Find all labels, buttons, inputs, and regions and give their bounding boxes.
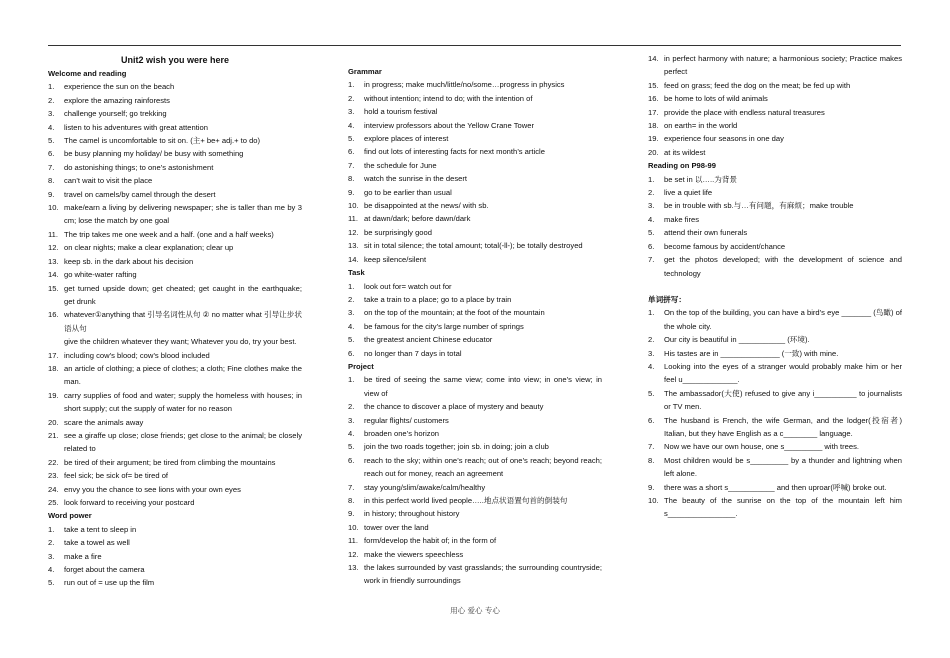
item-number: 5. [348, 335, 355, 345]
list-item [348, 253, 602, 266]
list-item [48, 563, 302, 576]
item-text: listen to his adventures with great attention [64, 122, 208, 132]
spacer [648, 280, 902, 293]
list-item [648, 226, 902, 239]
item-number: 4. [348, 321, 355, 331]
item-text: The camel is uncomfortable to sit on. (主+ be+ adj.+ to do) [64, 136, 261, 146]
item-text: scare the animals away [64, 417, 144, 427]
item-text: be set in 以…..为背景 [664, 174, 738, 184]
item-text: join the two roads together; join sb. in doing; join a club [364, 442, 549, 452]
item-text: attend their own funerals [664, 228, 748, 238]
item-text: Now we have our own house, one s_________ with trees. [664, 442, 860, 452]
item-number: 18. [48, 363, 59, 373]
item-number: 3. [48, 551, 55, 561]
item-number: 9. [348, 509, 355, 519]
list-item [648, 92, 902, 105]
item-text: The ambassador(大使) refused to give any i__________ to journalists or TV men. [664, 388, 902, 412]
list-item [48, 134, 302, 147]
item-text: feel sick; be sick of= be tired of [64, 471, 169, 481]
item-text: make a fire [64, 551, 102, 561]
item-number: 1. [648, 308, 655, 318]
item-text: explore the amazing rainforests [64, 95, 170, 105]
item-text: find out lots of interesting facts for next month’s article [364, 147, 545, 157]
item-number: 3. [648, 201, 655, 211]
list-item [48, 255, 302, 268]
item-number: 2. [348, 93, 355, 103]
item-text: envy you the chance to see lions with your own eyes [64, 484, 241, 494]
item-number: 4. [48, 565, 55, 575]
list-item [48, 80, 302, 93]
list-item [648, 253, 902, 280]
item-text: be in trouble with sb.与…有问题，有麻烦；make trouble [664, 201, 854, 211]
item-text: experience the sun on the beach [64, 82, 175, 92]
item-number: 2. [648, 335, 655, 345]
item-text: an article of clothing; a piece of clothes; a cloth; Fine clothes make the man. [64, 363, 302, 387]
list-item [48, 268, 302, 281]
item-text: sit in total silence; the total amount; total(-ll-); be totally destroyed [364, 241, 583, 251]
item-number: 2. [348, 294, 355, 304]
item-number: 7. [348, 482, 355, 492]
list-item [348, 132, 602, 145]
list-item [648, 173, 902, 186]
item-number: 21. [48, 430, 59, 440]
item-number: 15. [648, 80, 659, 90]
list-item [48, 416, 302, 429]
item-text: give the children whatever they want; Whatever you do, try your best. [64, 337, 297, 347]
item-text: do astonishing things; to one’s astonishment [64, 162, 214, 172]
section-heading: Grammar [348, 67, 382, 76]
item-number: 14. [648, 54, 659, 63]
list-item [348, 561, 602, 588]
item-text: His tastes are in ______________ (一致) with mine. [664, 348, 839, 358]
top-rule [48, 45, 901, 46]
list-item [48, 496, 302, 509]
list-item [648, 494, 902, 521]
list-item [48, 456, 302, 469]
column-right [648, 52, 902, 521]
item-number: 3. [348, 415, 355, 425]
list-item [48, 483, 302, 496]
item-number: 7. [648, 255, 655, 265]
item-number: 16. [648, 94, 659, 104]
column-middle [348, 52, 602, 588]
section-heading: Task [348, 268, 365, 278]
item-number: 20. [648, 147, 659, 157]
list-item [348, 172, 602, 185]
item-number: 10. [348, 201, 359, 211]
list-item [648, 186, 902, 199]
item-number: 13. [348, 241, 359, 251]
item-number: 5. [348, 442, 355, 452]
column-left [48, 52, 302, 590]
item-number: 3. [348, 308, 355, 318]
item-number: 4. [48, 122, 55, 132]
item-text: go to be earlier than usual [364, 187, 452, 197]
item-text: The trip takes me one week and a half. (one and a half weeks) [64, 229, 274, 239]
item-text: including cow’s blood; cow’s blood included [64, 350, 210, 360]
list-item [348, 159, 602, 172]
list-item [648, 306, 902, 333]
item-number: 24. [48, 484, 59, 494]
list-item [48, 107, 302, 120]
item-text: regular flights/ customers [364, 415, 449, 425]
item-number: 8. [348, 174, 355, 184]
item-number: 3. [48, 109, 55, 119]
list-item [348, 481, 602, 494]
section-heading: 单词拼写： [648, 294, 686, 304]
item-number: 6. [648, 415, 655, 425]
item-number: 19. [648, 134, 659, 144]
list-item [648, 360, 902, 387]
item-text: be disappointed at the news/ with sb. [364, 201, 489, 211]
item-text: take a tent to sleep in [64, 524, 137, 534]
item-number: 2. [648, 188, 655, 198]
list-item [48, 335, 302, 348]
list-item [348, 105, 602, 118]
item-text: whatever①anything that 引导名词性从句 ② no matter what 引导让步状语从句 [64, 310, 302, 333]
list-item [648, 79, 902, 92]
item-number: 12. [48, 243, 59, 253]
item-text: hold a tourism festival [364, 107, 438, 117]
list-item [48, 201, 302, 228]
item-text: there was a short s___________ and then uproar(呼喊) broke out. [664, 482, 887, 492]
item-text: forget about the camera [64, 565, 145, 575]
item-number: 12. [348, 227, 359, 237]
list-item [48, 241, 302, 254]
item-number: 1. [48, 82, 55, 92]
list-item [648, 387, 902, 414]
item-text: the chance to discover a place of mystery and beauty [364, 402, 544, 412]
item-number: 2. [48, 538, 55, 548]
item-number: 7. [348, 160, 355, 170]
list-item [348, 199, 602, 212]
item-number: 8. [348, 496, 355, 505]
item-text: Looking into the eyes of a stranger would probably make him or her feel u_____________. [664, 361, 902, 385]
list-item [48, 188, 302, 201]
item-text: run out of = use up the film [64, 578, 155, 588]
item-text: the greatest ancient Chinese educator [364, 335, 493, 345]
list-item [348, 92, 602, 105]
item-number: 3. [648, 348, 655, 358]
list-item [48, 282, 302, 309]
item-number: 14. [48, 270, 59, 280]
list-item [48, 121, 302, 134]
list-item [348, 440, 602, 453]
item-number: 6. [348, 348, 355, 358]
item-text: The beauty of the sunrise on the top of the mountain left him s________________. [664, 496, 902, 519]
list-item [348, 239, 602, 252]
item-text: explore places of interest [364, 134, 449, 144]
item-text: make the viewers speechless [364, 549, 464, 559]
list-item [48, 429, 302, 456]
list-item [348, 347, 602, 360]
list-item [48, 389, 302, 416]
item-number: 12. [348, 549, 359, 559]
footer-text: 用心 爱心 专心 [450, 606, 500, 615]
item-number: 6. [348, 147, 355, 157]
section-heading: Project [348, 361, 374, 371]
item-text: feed on grass; feed the dog on the meat; be fed up with [664, 80, 851, 90]
item-text: provide the place with endless natural treasures [664, 107, 825, 117]
item-text: reach to the sky; within one’s reach; out of one’s reach; beyond reach; reach out for money, reach an agreement [364, 455, 602, 479]
item-number: 10. [648, 496, 659, 505]
item-number: 6. [348, 455, 355, 465]
item-text: get the photos developed; with the development of science and technology [664, 255, 902, 278]
item-text: interview professors about the Yellow Crane Tower [364, 120, 534, 130]
item-number: 5. [648, 228, 655, 238]
list-item [648, 414, 902, 441]
item-number: 5. [48, 578, 55, 588]
item-number: 9. [648, 482, 655, 492]
item-text: on the top of the mountain; at the foot of the mountain [364, 308, 545, 318]
list-item [348, 521, 602, 534]
item-number: 17. [48, 350, 59, 360]
item-number: 4. [348, 120, 355, 130]
item-number: 16. [48, 310, 59, 320]
item-text: be famous for the city’s large number of springs [364, 321, 524, 331]
item-number: 15. [48, 283, 59, 293]
item-number: 2. [48, 95, 55, 105]
item-text: keep silence/silent [364, 254, 427, 264]
item-number: 1. [348, 375, 355, 385]
item-number: 3. [348, 107, 355, 117]
item-text: make/earn a living by delivering newspaper; she is taller than me by 3 cm; lose the match by one goal [64, 203, 302, 226]
list-item [48, 362, 302, 389]
list-item [648, 119, 902, 132]
item-text: keep sb. in the dark about his decision [64, 256, 194, 266]
item-text: at dawn/dark; before dawn/dark [364, 214, 471, 224]
item-text: look out for= watch out for [364, 281, 452, 291]
item-text: can’t wait to visit the place [64, 176, 153, 186]
list-item [648, 106, 902, 119]
item-text: be surprisingly good [364, 227, 432, 237]
item-number: 1. [348, 80, 355, 90]
list-item [348, 427, 602, 440]
list-item [648, 213, 902, 226]
item-text: form/develop the habit of; in the form of [364, 536, 497, 546]
item-number: 18. [648, 121, 659, 131]
list-item [48, 550, 302, 563]
item-text: broaden one’s horizon [364, 428, 440, 438]
item-text: stay young/slim/awake/calm/healthy [364, 482, 486, 492]
list-item [348, 119, 602, 132]
item-number: 1. [48, 524, 55, 534]
item-text: On the top of the building, you can have a bird’s eye _______ (鸟瞰) of the whole city. [664, 308, 902, 331]
item-text: see a giraffe up close; close friends; get close to the animal; be closely related to [64, 430, 302, 454]
item-number: 5. [48, 136, 55, 146]
list-item [648, 240, 902, 253]
item-number: 5. [348, 134, 355, 144]
item-text: experience four seasons in one day [664, 134, 784, 144]
list-item [348, 293, 602, 306]
list-item [48, 469, 302, 482]
item-number: 2. [348, 402, 355, 412]
item-number: 13. [48, 256, 59, 266]
item-text: watch the sunrise in the desert [364, 174, 467, 184]
list-item [348, 306, 602, 319]
item-number: 22. [48, 457, 59, 467]
list-item [648, 146, 902, 159]
item-text: on earth= in the world [664, 121, 738, 131]
list-item [48, 161, 302, 174]
item-text: without intention; intend to do; with the intention of [364, 93, 533, 103]
list-item [48, 536, 302, 549]
item-text: in progress; make much/little/no/some…progress in physics [364, 80, 565, 90]
list-item [348, 226, 602, 239]
item-number: 10. [348, 522, 359, 532]
item-number: 8. [48, 176, 55, 186]
list-item [648, 481, 902, 494]
item-number: 7. [48, 162, 55, 172]
item-text: at its wildest [664, 147, 706, 157]
item-number: 4. [348, 428, 355, 438]
item-number: 11. [348, 214, 358, 224]
item-text: The husband is French, the wife German, and the lodger(投宿者) Italian, but they have English as a c________ language. [664, 415, 902, 438]
item-number: 17. [648, 107, 659, 117]
list-item [348, 454, 602, 481]
item-number: 9. [348, 187, 355, 197]
item-number: 9. [48, 189, 55, 199]
item-text: take a towel as well [64, 538, 130, 548]
list-item [48, 94, 302, 107]
item-number: 23. [48, 471, 59, 481]
item-text: in this perfect world lived people…..地点状语置句首的倒装句 [364, 496, 568, 505]
item-text: carry supplies of food and water; supply the homeless with houses; in short supply; cut the supply of water for no reason [64, 390, 302, 414]
item-number: 11. [348, 536, 358, 546]
list-item [48, 228, 302, 241]
item-text: be home to lots of wild animals [664, 94, 768, 104]
item-number: 19. [48, 390, 59, 400]
item-text: the schedule for June [364, 160, 437, 170]
section-heading: Welcome and reading [48, 69, 127, 78]
item-text: go white-water rafting [64, 270, 137, 280]
list-item [348, 400, 602, 413]
item-number: 4. [648, 214, 655, 224]
section-heading: Reading on P98-99 [648, 161, 716, 171]
list-item [348, 507, 602, 520]
item-text: the lakes surrounded by vast grasslands; the surrounding countryside; work in friendly surroundings [364, 563, 602, 586]
list-item [348, 78, 602, 91]
list-item [348, 414, 602, 427]
item-text: tower over the land [364, 522, 429, 532]
item-text: be tired of their argument; be tired from climbing the mountains [64, 457, 276, 467]
list-item [348, 320, 602, 333]
item-text: in perfect harmony with nature; a harmonious society; Practice makes perfect [664, 54, 902, 77]
item-text: in history; throughout history [364, 509, 460, 519]
item-text: Most children would be s_________ by a thunder and lightning when left alone. [664, 455, 902, 479]
list-item [48, 523, 302, 536]
item-text: become famous by accident/chance [664, 241, 786, 251]
item-number: 20. [48, 417, 59, 427]
list-item [648, 454, 902, 481]
list-item [48, 174, 302, 187]
item-text: no longer than 7 days in total [364, 348, 462, 358]
list-item [348, 494, 602, 507]
item-text: live a quiet life [664, 188, 713, 198]
item-number: 4. [648, 361, 655, 371]
spacer [348, 52, 602, 65]
item-number: 6. [648, 241, 655, 251]
list-item [348, 333, 602, 346]
list-item [348, 186, 602, 199]
page-title: Unit2 wish you were here [120, 55, 230, 65]
list-item [348, 548, 602, 561]
list-item [648, 199, 902, 212]
item-number: 5. [648, 388, 655, 398]
item-text: Our city is beautiful in ___________ (环境). [664, 335, 810, 345]
item-text: make fires [664, 214, 700, 224]
item-text: on clear nights; make a clear explanation; clear up [64, 243, 234, 253]
item-text: challenge yourself; go trekking [64, 109, 167, 119]
item-number: 7. [648, 442, 655, 452]
list-item [48, 147, 302, 160]
list-item [48, 576, 302, 589]
list-item [348, 212, 602, 225]
item-text: get turned upside down; get cheated; get caught in the earthquake; get drunk [64, 283, 302, 306]
list-item [48, 308, 302, 335]
list-item [648, 347, 902, 360]
list-item [348, 280, 602, 293]
item-text: be busy planning my holiday/ be busy with something [64, 149, 244, 159]
list-item [648, 132, 902, 145]
list-item [648, 52, 902, 79]
item-number: 14. [348, 254, 359, 264]
list-item [348, 373, 602, 400]
item-number: 11. [48, 229, 58, 239]
item-number: 1. [348, 281, 355, 291]
item-number: 6. [48, 149, 55, 159]
item-number: 8. [648, 455, 655, 465]
list-item [348, 145, 602, 158]
item-number: 10. [48, 203, 59, 213]
list-item [648, 333, 902, 346]
item-number: 1. [648, 174, 655, 184]
item-number: 25. [48, 498, 59, 507]
list-item [648, 440, 902, 453]
list-item [48, 349, 302, 362]
list-item [348, 534, 602, 547]
section-heading: Word power [48, 511, 92, 521]
item-text: be tired of seeing the same view; come into view; in one’s view; in view of [364, 375, 602, 398]
item-number: 13. [348, 563, 359, 573]
item-text: travel on camels/by camel through the desert [64, 189, 216, 199]
item-text: take a train to a place; go to a place by train [364, 294, 512, 304]
item-text: look forward to receiving your postcard [64, 498, 195, 507]
